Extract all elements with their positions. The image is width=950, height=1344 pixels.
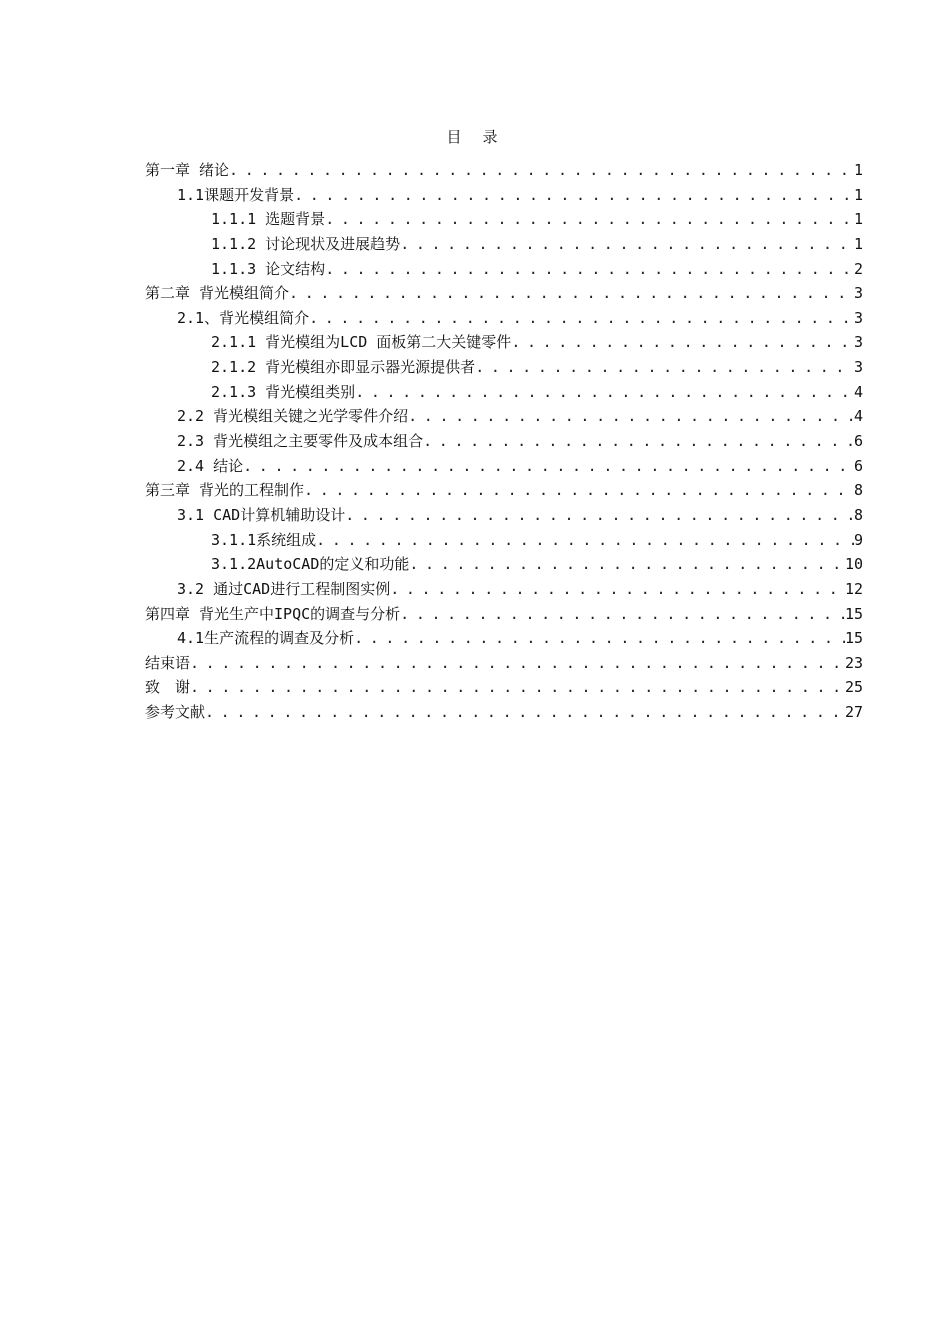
toc-entry bbox=[145, 478, 863, 503]
toc-entry-page-number: 10 bbox=[844, 555, 863, 574]
toc-entry bbox=[145, 577, 863, 602]
toc-dot-leader bbox=[409, 552, 845, 577]
toc-entry-page-number: 1 bbox=[853, 185, 863, 204]
toc-dot-leader bbox=[345, 503, 854, 528]
toc-entry-title: 2.2 背光模组关键之光学零件介绍 bbox=[177, 407, 409, 426]
toc-entry-page-number: 4 bbox=[853, 382, 863, 401]
toc-entry bbox=[145, 257, 863, 282]
toc-entry bbox=[145, 626, 863, 651]
toc-entry bbox=[145, 528, 863, 553]
toc-entry-page-number: 3 bbox=[853, 308, 863, 327]
toc-dot-leader bbox=[190, 651, 845, 676]
toc-entry-page-number: 1 bbox=[853, 161, 863, 179]
toc-entry-page-number: 8 bbox=[853, 481, 863, 500]
toc-entry bbox=[145, 404, 863, 429]
toc-entry-page-number: 9 bbox=[853, 530, 863, 549]
toc-entry bbox=[145, 552, 863, 577]
toc-entry bbox=[145, 183, 863, 208]
toc-entry-title: 2.3 背光模组之主要零件及成本组合 bbox=[177, 432, 424, 451]
toc-entry-title: 参考文献 bbox=[145, 703, 206, 722]
toc-entry bbox=[145, 355, 863, 380]
toc-entry bbox=[145, 306, 863, 331]
toc-entry-page-number: 1 bbox=[853, 210, 863, 229]
toc-entry-title: 1.1.2 讨论现状及进展趋势 bbox=[211, 234, 401, 253]
toc-entry-title: 4.1生产流程的调查及分析 bbox=[177, 629, 355, 648]
toc-title: 目 录 bbox=[446, 128, 504, 146]
toc-entry-title: 3.1.2AutoCAD的定义和功能 bbox=[211, 555, 410, 574]
toc-entry-page-number: 3 bbox=[853, 333, 863, 352]
toc-entry-title: 2.1.2 背光模组亦即显示器光源提供者 bbox=[211, 358, 476, 377]
toc-entry-page-number: 27 bbox=[844, 703, 863, 722]
toc-entry-page-number: 1 bbox=[853, 234, 863, 253]
toc-entry bbox=[145, 232, 863, 257]
toc-entry bbox=[145, 454, 863, 479]
toc-entry bbox=[145, 281, 863, 306]
toc-dot-leader bbox=[400, 232, 854, 257]
toc-entry-page-number: 3 bbox=[853, 284, 863, 303]
toc-entry-page-number: 15 bbox=[844, 629, 863, 648]
toc-entry bbox=[145, 158, 863, 183]
toc-dot-leader bbox=[316, 528, 854, 553]
toc-entry-title: 第二章 背光模组简介 bbox=[145, 284, 290, 303]
toc-entry-page-number: 12 bbox=[844, 579, 863, 598]
toc-dot-leader bbox=[325, 207, 854, 232]
toc-entry bbox=[145, 330, 863, 355]
toc-entry-title: 结束语 bbox=[145, 653, 191, 672]
toc-entry-page-number: 3 bbox=[853, 358, 863, 377]
toc-dot-leader bbox=[229, 158, 854, 183]
toc-entry-page-number: 6 bbox=[853, 432, 863, 451]
toc-entry-page-number: 8 bbox=[853, 505, 863, 524]
toc-dot-leader bbox=[309, 306, 854, 331]
toc-entry-title: 1.1课题开发背景 bbox=[177, 185, 295, 204]
toc-entry-page-number: 23 bbox=[844, 653, 863, 672]
toc-entry-title: 3.2 通过CAD进行工程制图实例 bbox=[177, 579, 391, 598]
toc-dot-leader bbox=[294, 183, 854, 208]
toc-dot-leader bbox=[355, 380, 854, 405]
toc-dot-leader bbox=[511, 330, 854, 355]
toc-entry bbox=[145, 207, 863, 232]
toc-entry-title: 2.1、背光模组简介 bbox=[177, 308, 310, 327]
toc-entry-title: 第一章 绪论 bbox=[145, 161, 230, 179]
toc-dot-leader bbox=[325, 257, 854, 282]
toc-entry bbox=[145, 429, 863, 454]
toc-entry bbox=[145, 651, 863, 676]
toc-entry-page-number: 4 bbox=[853, 407, 863, 426]
toc-entry-page-number: 2 bbox=[853, 259, 863, 278]
toc-dot-leader bbox=[243, 454, 854, 479]
toc-entry-title: 致 谢 bbox=[145, 678, 191, 697]
toc-entry bbox=[145, 503, 863, 528]
toc-dot-leader bbox=[354, 626, 845, 651]
toc-entry-title: 2.1.1 背光模组为LCD 面板第二大关键零件 bbox=[211, 333, 512, 352]
toc-dot-leader bbox=[190, 675, 845, 700]
toc-entry-title: 3.1 CAD计算机辅助设计 bbox=[177, 505, 346, 524]
toc-dot-leader bbox=[289, 281, 854, 306]
toc-dot-leader bbox=[475, 355, 854, 380]
toc-entry-title: 1.1.3 论文结构 bbox=[211, 259, 326, 278]
toc-entry-title: 2.1.3 背光模组类别 bbox=[211, 382, 356, 401]
toc-entry-page-number: 6 bbox=[853, 456, 863, 475]
toc-entry-title: 第四章 背光生产中IPQC的调查与分析 bbox=[145, 604, 401, 623]
toc-entry bbox=[145, 602, 863, 627]
toc-dot-leader bbox=[390, 577, 845, 602]
toc-entry bbox=[145, 700, 863, 725]
toc-dot-leader bbox=[423, 429, 854, 454]
table-of-contents bbox=[145, 158, 863, 725]
toc-dot-leader bbox=[400, 602, 845, 627]
toc-entry-title: 3.1.1系统组成 bbox=[211, 530, 317, 549]
toc-dot-leader bbox=[205, 700, 845, 725]
toc-entry-page-number: 25 bbox=[844, 678, 863, 697]
toc-entry-page-number: 15 bbox=[844, 604, 863, 623]
toc-dot-leader bbox=[408, 404, 854, 429]
toc-entry bbox=[145, 380, 863, 405]
toc-entry bbox=[145, 675, 863, 700]
toc-dot-leader bbox=[304, 478, 854, 503]
toc-entry-title: 第三章 背光的工程制作 bbox=[145, 481, 305, 500]
toc-entry-title: 2.4 结论 bbox=[177, 456, 244, 475]
toc-entry-title: 1.1.1 选题背景 bbox=[211, 210, 326, 229]
